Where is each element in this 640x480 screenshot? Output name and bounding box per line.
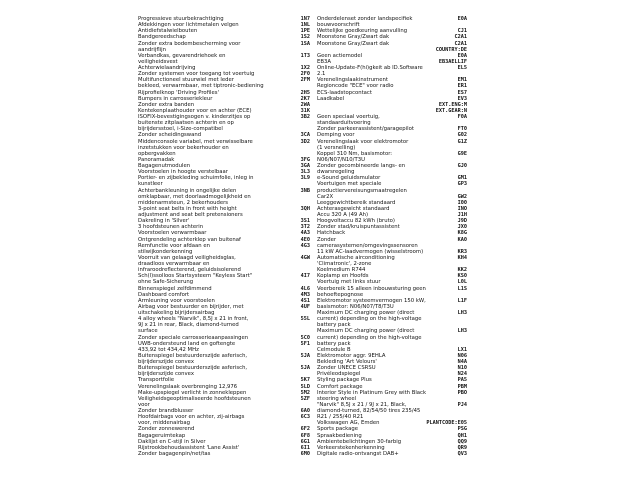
option-row — [138, 414, 310, 426]
option-description: Bagageruimtekap — [138, 432, 186, 439]
option-description: Online-Update-F(hi)gkeit ab ID.Software 2.1 — [317, 65, 423, 78]
option-code: EL5 — [457, 65, 467, 71]
option-code: 3CA — [300, 132, 310, 139]
option-description: Portier- en zijbekleding schuimfolie, inleg in kunstleer — [138, 175, 254, 188]
option-description: Car2X — [317, 193, 334, 200]
left-option-column — [138, 16, 310, 457]
option-description: Hatchback — [317, 230, 346, 237]
option-row — [138, 139, 310, 157]
option-code: 4A3 — [300, 230, 310, 237]
option-code: I00 — [457, 199, 467, 206]
option-code: 1SA — [300, 40, 310, 47]
option-description: EB3A — [317, 58, 331, 65]
option-description: Daklijst en C-stijl in Silver — [138, 438, 206, 445]
option-description: Maximum DC charging power (direct current) depending on the high-voltage battery pack — [317, 328, 422, 347]
option-row — [317, 114, 467, 126]
option-code: EM1 — [457, 77, 467, 84]
option-description: Achterwielaandrijving — [138, 65, 196, 71]
option-code: 3B2 — [300, 114, 310, 120]
option-code: 5ZF — [300, 395, 310, 402]
option-code: G1Z — [457, 138, 467, 145]
option-description: Veerbereik 15 alleen inbouwsturing geen behoeftepognose — [317, 285, 426, 298]
option-description: Voorstoelen in hoogte verstelbaar — [138, 169, 228, 176]
option-description: Zonder gecombineerde langs- en dwarsregeling — [317, 163, 406, 176]
option-code: E0A — [457, 16, 467, 22]
option-description: Onderdelenset zonder landspecifiek bouwvoorschrift — [317, 16, 413, 29]
option-row — [317, 237, 467, 249]
option-description: "Narvik" 8,5J x 21 / 9J x 21, Black, diamond-turned, 82/54/50 tires 235/45 R21 / 255/40 R21 — [317, 401, 421, 421]
option-code: L1F — [457, 297, 467, 304]
option-row — [317, 286, 467, 298]
option-description: 3 hoofdsteunen achterin — [138, 224, 204, 231]
option-description: Dashboard comfort — [138, 291, 190, 298]
option-code: PBO — [457, 389, 467, 396]
option-code: PA5 — [457, 377, 467, 384]
option-code: GJ0 — [457, 163, 467, 169]
option-description: Verenelingslaak overbrenging 12,976 — [138, 383, 238, 390]
option-code: GP3 — [457, 181, 467, 188]
option-code: ES7 — [457, 89, 467, 96]
option-code: 1N7 — [300, 16, 310, 22]
option-code: K8G — [457, 230, 467, 237]
option-row — [317, 151, 467, 163]
option-code: F0A — [457, 114, 467, 120]
option-description: Verkeerstekenherkenning — [317, 444, 385, 451]
option-row — [138, 175, 310, 187]
option-description: Geen actiemodel — [317, 52, 363, 59]
option-code: 5M2 — [300, 389, 310, 396]
option-description: Remfunctie voor afdaan en stilwijkonderkenning — [138, 242, 210, 255]
option-code: 2WA — [300, 101, 310, 108]
option-code: 1T3 — [300, 52, 310, 59]
option-code: 5F1 — [300, 340, 310, 347]
option-code: 3L9 — [300, 175, 310, 182]
option-code: EV3 — [457, 95, 467, 102]
option-code: COUNTRY:DE — [435, 46, 467, 53]
option-description: Zonder brandblusser — [138, 408, 194, 414]
option-description: Kentekenplaathouder voor en achter (ECE) — [138, 107, 252, 114]
option-row — [317, 451, 467, 457]
option-row — [138, 255, 310, 273]
option-description: Ambientebelichtingen 30-farbig — [317, 438, 402, 445]
option-description: Voorruit van gelaagd veiligheidsglas, draadloos verwarmbaar en infraroodreflecterend, geluidsisolerend — [138, 254, 241, 274]
option-description: Verbandkas, gevarendriehoek en veiligheidsvest — [138, 52, 226, 65]
option-description: Zonder camerasystemen/omgevingssensoren — [317, 236, 418, 249]
option-code: LX1 — [457, 346, 467, 353]
option-description: Achterbankleuning in ongelijke delen omklapbaar, met doorlaadmogelijkheid en middenarmsteun, 2 bekerhouders — [138, 187, 251, 206]
option-description: 11 kW AC-laadvermogen (wisselstroom) — [317, 248, 424, 255]
option-code: 2K7 — [300, 95, 310, 102]
option-description: Automatische airconditioning 'Climatronic', 2-zone — [317, 254, 395, 267]
option-code: 4L6 — [300, 285, 310, 292]
option-code: 3NB — [300, 187, 310, 194]
option-code: 3L3 — [300, 169, 310, 176]
option-description: Zonder bagagenpin/net/tas — [138, 450, 211, 457]
option-code: 1NL — [300, 22, 310, 29]
option-code: 6I1 — [300, 444, 310, 451]
option-code: GM1 — [457, 175, 467, 182]
option-description: Demping voor — [317, 132, 355, 139]
option-code: 4UF — [300, 303, 310, 310]
option-code: 55L — [300, 316, 310, 323]
option-description: Zonder scheidingswand — [138, 132, 202, 139]
option-code: 4E0 — [300, 236, 310, 243]
option-description: UWB-ondersteund land en goftengte 433,92 tot 434,42 MHz — [138, 340, 236, 353]
option-code: FT0 — [457, 126, 467, 133]
option-description: Laadkabel — [317, 95, 345, 102]
option-description: Zonder parkeerassistent/garagepilot — [317, 126, 414, 133]
option-code: 4G3 — [300, 242, 310, 249]
option-description: Bekleding 'Art Velours' — [317, 359, 377, 365]
option-description: Accu 320 A (49 Ah) — [317, 212, 369, 218]
option-code: 6C3 — [300, 414, 310, 421]
option-description: Zonder zonnewerend — [138, 426, 195, 433]
option-code: ER1 — [457, 83, 467, 90]
option-row — [138, 451, 310, 457]
option-description: Hoofdairbags voor en achter, zij-airbags voor, middenairbag — [138, 414, 245, 427]
option-row — [317, 328, 467, 346]
option-row — [317, 16, 467, 28]
option-code: J9D — [457, 218, 467, 225]
option-description: Middenconsole variabel, met verwisselbare inzetstukken voor bekerhouder en opbergvakken — [138, 138, 253, 157]
option-description: Elektromotor aggr. 9EHLA — [317, 352, 386, 359]
option-description: Ontgrendeling achterklep van buitenaf — [138, 236, 241, 243]
option-row — [138, 316, 310, 334]
option-description: Voorstoelen verwarmbaar — [138, 230, 207, 237]
option-description: Bumpers in carrosseriekleur — [138, 95, 213, 102]
option-code: 4I7 — [300, 273, 310, 280]
option-description: Bandgereedschap — [138, 34, 186, 41]
option-description: 4 alloy wheels "Narvik", 8,5J x 21 in front, 9J x 21 in rear, Black, diamond-turned surface — [138, 316, 249, 335]
option-description: Voertuigen met speciale productiervereisungsmaatregelen — [317, 181, 407, 194]
option-code: 1S2 — [300, 34, 310, 41]
option-code: KA0 — [457, 236, 467, 243]
option-code: 5K7 — [300, 377, 310, 384]
option-description: Zonder speciale carrosserieaanpassingen — [138, 334, 249, 341]
option-code: 31K — [300, 107, 310, 114]
option-description: Rijprofielknop 'Driving Profiles' — [138, 89, 219, 96]
option-code: 6M0 — [300, 450, 310, 457]
option-description: Hoogvoltaccu 82 kWh (bruto) — [317, 218, 395, 225]
option-description: Digitale radio-ontvangst DAB+ — [317, 450, 399, 457]
option-row — [138, 304, 310, 316]
option-row — [138, 77, 310, 89]
option-code: 5JA — [300, 365, 310, 372]
option-code: 5LD — [300, 383, 310, 390]
option-description: Achterasgewicht standaard — [317, 205, 390, 212]
option-description: Elektromotor systeemvermogen 150 kW, basismotor: N06/N07/T8/T3U — [317, 297, 426, 310]
option-code: 5C0 — [300, 334, 310, 341]
option-row — [138, 243, 310, 255]
option-code: KR3 — [457, 248, 467, 255]
option-description: Buitenspiegel bestuurderszijde asferisch, bijrijderszijde convex — [138, 352, 248, 365]
option-code: QV3 — [457, 450, 467, 457]
option-description: Buitenspiegel bestuurderszijde asferisch, bijrijderszijde convex — [138, 365, 248, 378]
option-description: Privéleodspiegel — [317, 371, 361, 378]
option-description: Progressieve stuurbekrachtiging — [138, 16, 224, 22]
option-code: 4GW — [300, 254, 310, 261]
option-code: J1H — [457, 212, 467, 218]
option-description: Multifunctioneel stuurwiel met leder bekleed, verwarmbaar, met tiptronic-bediening — [138, 77, 264, 90]
option-row — [317, 255, 467, 267]
option-description: Veiligheidsgeoptimaliseerde hoofdsteunen voor — [138, 395, 251, 408]
option-code: L1S — [457, 285, 467, 292]
option-description: Moonstone Gray/Zwart dak — [317, 40, 390, 47]
option-code: 5JA — [300, 352, 310, 359]
option-description: Afdekkingen voor lichtmetalen velgen — [138, 22, 239, 29]
option-code: GW2 — [457, 193, 467, 200]
option-code: 3QH — [300, 205, 310, 212]
option-row — [317, 181, 467, 193]
option-description: Binnenspiegel zelfdimmend — [138, 285, 212, 292]
option-code: KS0 — [457, 273, 467, 280]
option-row — [138, 53, 310, 65]
option-description: 3-point seat belts in front with height adjustment and seat belt pretensioners — [138, 205, 243, 218]
option-description: Bagagenutmodulen — [138, 163, 191, 169]
option-code: L0L — [457, 279, 467, 286]
option-row — [138, 396, 310, 408]
option-row — [138, 365, 310, 377]
option-code: 3D2 — [300, 138, 310, 145]
option-description: Maximum DC charging power (direct current) depending on the high-voltage battery pack — [317, 310, 422, 329]
option-code: 6G1 — [300, 438, 310, 445]
option-description: Geen speciaal voertuig, standaarduitvoering — [317, 114, 380, 127]
option-code: QH1 — [457, 432, 467, 439]
option-row — [138, 341, 310, 353]
option-code: N06 — [457, 352, 467, 359]
option-row — [317, 163, 467, 175]
option-description: e-Sound geluidsmulator — [317, 175, 381, 182]
option-description: Koppel 310 Nm, basismotor: N06/N07/N10/T3U — [317, 150, 393, 163]
option-description: Dakreling in 'Silver' — [138, 218, 190, 225]
option-code: N24 — [457, 371, 467, 378]
option-description: Panoramadak — [138, 156, 175, 163]
option-row — [317, 390, 467, 402]
option-description: ISOFIX-bevestigingsogen v. kinderzitjes op buitenste zitplaatsen achterin en op bijrijdersstoel, i-Size-compatibel — [138, 114, 251, 133]
option-row — [138, 273, 310, 285]
option-description: Moonstone Gray/Zwart dak — [317, 34, 390, 41]
option-code: 3GA — [300, 163, 310, 169]
option-description: Zonder extra bodembescherming voor aandrijflijn — [138, 40, 241, 53]
option-code: E0A — [457, 52, 467, 59]
option-code: 4S1 — [300, 297, 310, 304]
option-description: Spraakbediening — [317, 432, 362, 439]
option-code: EXT.GEAR:N — [435, 107, 467, 114]
option-row — [138, 41, 310, 53]
option-row — [138, 206, 310, 218]
option-row — [138, 114, 310, 132]
option-description: Volkswagen AG, Emden — [317, 420, 380, 427]
option-row — [317, 139, 467, 151]
option-description: Antidiefstalwielbouten — [138, 28, 198, 35]
option-description: Koelmedium R744 — [317, 267, 366, 274]
option-row — [317, 298, 467, 310]
option-row — [317, 65, 467, 77]
option-code: 2H5 — [300, 89, 310, 96]
option-code: 6F8 — [300, 432, 310, 439]
option-description: Comfort package — [317, 383, 363, 390]
option-code: 1PE — [300, 28, 310, 35]
option-row — [317, 310, 467, 328]
option-code: C2A1 — [454, 34, 467, 41]
option-code: EXT.ENG:M — [438, 101, 467, 108]
option-description: Styling package Plus — [317, 377, 372, 384]
option-code: 4M3 — [300, 291, 310, 298]
option-code: 3S1 — [300, 218, 310, 225]
option-code: N10 — [457, 365, 467, 372]
option-description: Celmodule B — [317, 346, 351, 353]
option-code: INO — [457, 205, 467, 212]
option-description: Zonder systemen voor toegang tot voertuig — [138, 71, 255, 78]
option-description: Regioncode "ECE" voor radio — [317, 83, 394, 90]
option-code: QQ9 — [457, 438, 467, 445]
option-description: Sports package — [317, 426, 359, 433]
option-code: PBM — [457, 383, 467, 390]
option-code: 3FG — [300, 156, 310, 163]
option-description: Rijstrookbehoudassistent 'Lane Assist' — [138, 444, 240, 451]
option-code: PJ4 — [457, 401, 467, 408]
option-description: Sch(l)ssolloos Startsysteem "Keyless Start" ohne Safe-Sicherung — [138, 273, 253, 286]
option-description: Interior Style in Platinum Grey with Black steering wheel — [317, 389, 427, 402]
option-description: Armleuning voor voorstoelen — [138, 297, 215, 304]
option-description: Transportfolie — [138, 377, 175, 384]
option-code: G02 — [457, 132, 467, 139]
option-code: JX0 — [457, 224, 467, 231]
option-description: Leeggewichtbereik standaard — [317, 199, 396, 206]
option-code: QR9 — [457, 444, 467, 451]
option-code: EB3AELLIF — [438, 58, 467, 65]
option-row — [138, 188, 310, 206]
option-code: LH3 — [457, 310, 467, 316]
right-option-column — [317, 16, 467, 457]
option-code: KK2 — [457, 267, 467, 274]
option-code: PLANTCODE:E05 — [426, 420, 467, 427]
option-code: C2A1 — [454, 40, 467, 47]
option-description: Verenelingslaakinstrument — [317, 77, 388, 84]
option-row — [138, 353, 310, 365]
option-description: Zonder UNECE CSRSU — [317, 365, 376, 372]
option-code: 3T2 — [300, 224, 310, 231]
option-description: Zonder extra banden — [138, 101, 195, 108]
option-row — [317, 402, 467, 420]
option-code: 6F2 — [300, 426, 310, 433]
option-code: PSG — [457, 426, 467, 433]
option-description: Zonder stad/kruispuntassistent — [317, 224, 400, 231]
option-description: Airbag voor bestuurder en bijrijder, met uitschakeling bijrijdersairbag — [138, 303, 244, 316]
option-code: 6A0 — [300, 408, 310, 414]
option-description: Wettelijke goedkeuring aanvulling — [317, 28, 408, 35]
option-description: Make-upspiegel verlicht in zonnekleppen — [138, 389, 247, 396]
option-code: G9E — [457, 150, 467, 157]
option-code: LH3 — [457, 328, 467, 335]
option-description: Voertuig met links stuur — [317, 279, 381, 286]
option-code: 2FM — [300, 77, 310, 84]
option-description: ECS-laadstopcontact — [317, 89, 372, 96]
option-description: Koplamp en Hoofds — [317, 273, 369, 280]
option-code: CJ1 — [457, 28, 467, 35]
option-code: N4A — [457, 359, 467, 365]
option-code: KH4 — [457, 254, 467, 261]
option-code: 1X2 — [300, 65, 310, 71]
option-description: Verenelingslaak voor elektromotor (1 versnelling) — [317, 138, 409, 151]
option-code: 2F0 — [300, 71, 310, 78]
